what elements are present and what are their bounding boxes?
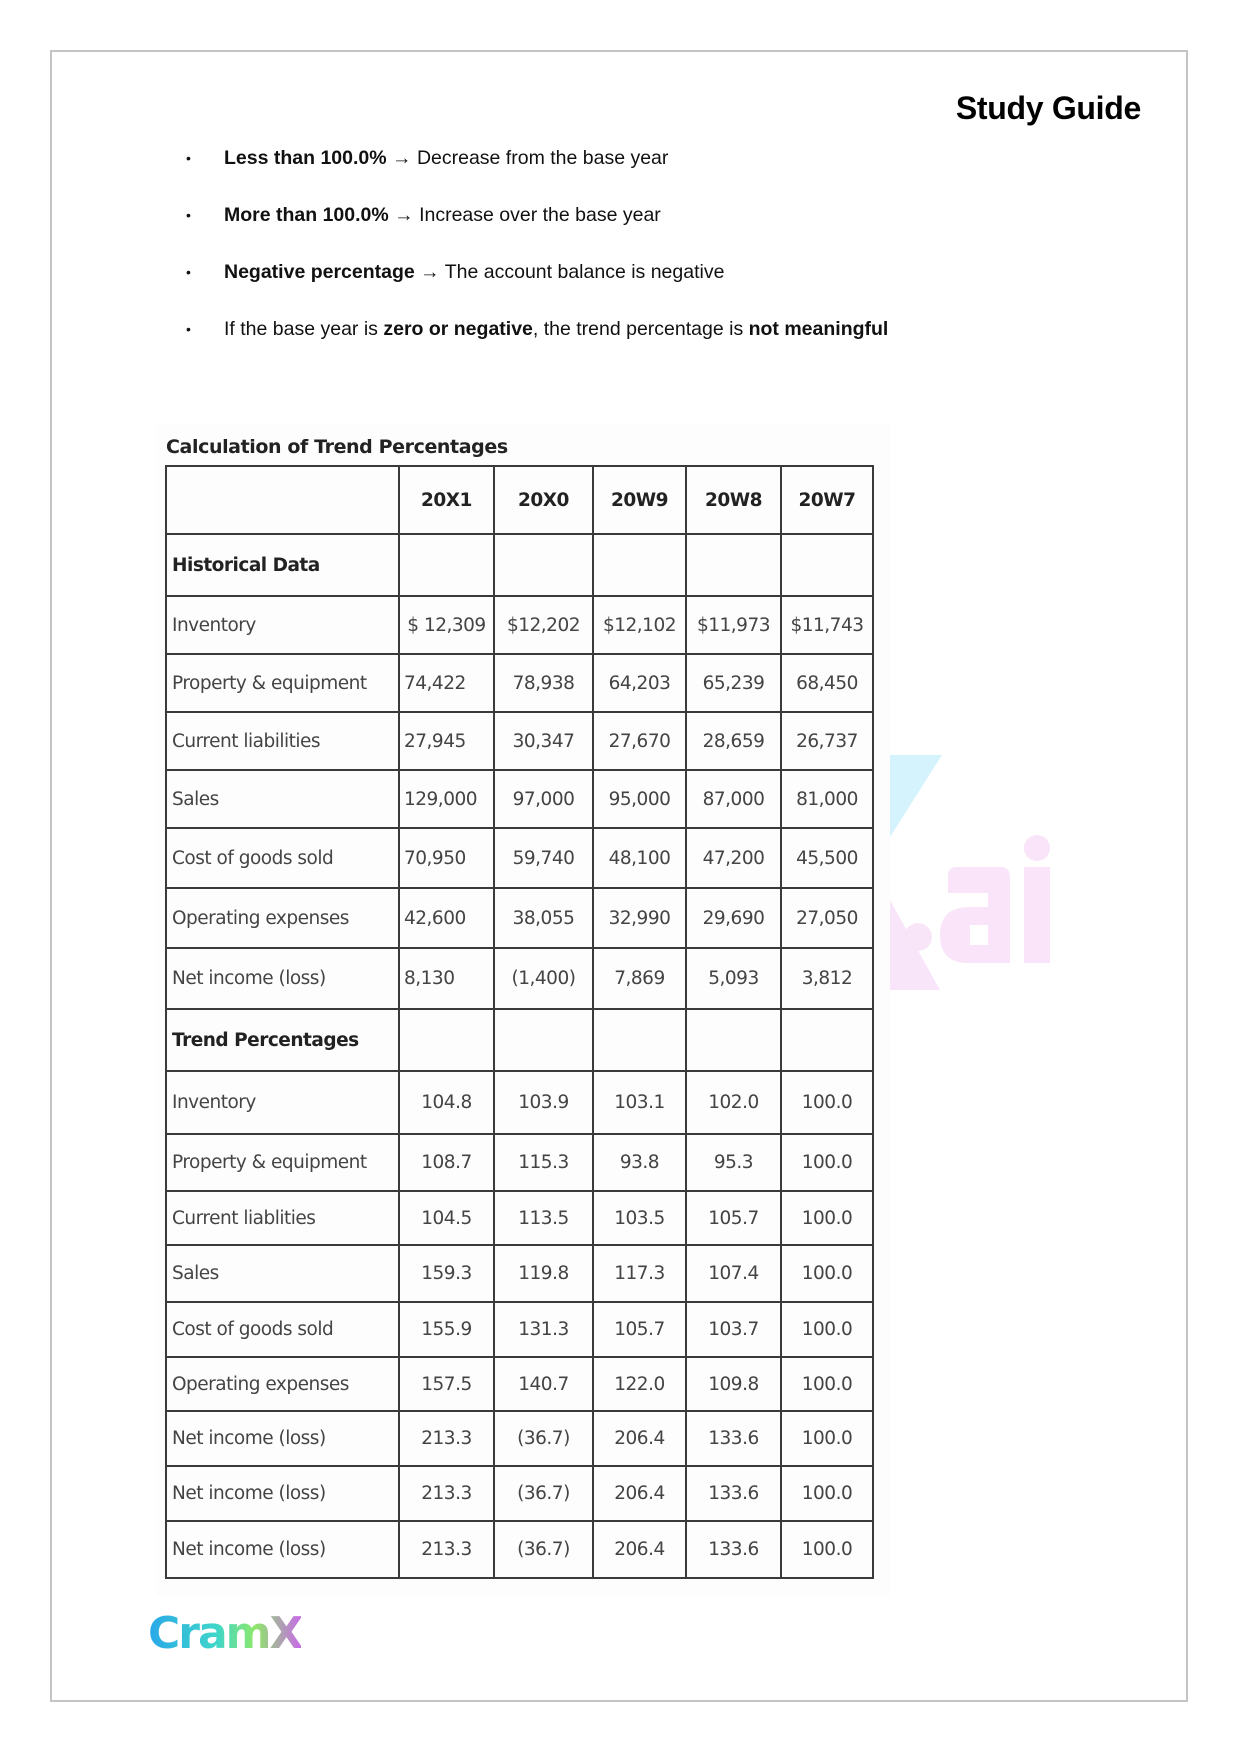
table-row bbox=[166, 1134, 873, 1191]
value-cell: (36.7) bbox=[494, 1466, 593, 1521]
bullet-icon: • bbox=[186, 207, 191, 223]
value-cell: 104.8 bbox=[399, 1071, 494, 1134]
row-label: Cost of goods sold bbox=[166, 828, 399, 888]
bullet-icon: • bbox=[186, 321, 191, 337]
bullet-text: If the base year is bbox=[224, 318, 384, 340]
value-cell: 113.5 bbox=[494, 1191, 593, 1245]
value-cell: 122.0 bbox=[593, 1357, 686, 1411]
value-cell: 28,659 bbox=[686, 712, 781, 770]
value-cell: $12,102 bbox=[593, 596, 686, 654]
bullet-item bbox=[186, 317, 888, 374]
bullet-item bbox=[186, 203, 888, 260]
column-header: 20X1 bbox=[399, 466, 494, 534]
table-row bbox=[166, 1411, 873, 1466]
row-label: Sales bbox=[166, 1245, 399, 1302]
row-label: Operating expenses bbox=[166, 1357, 399, 1411]
empty-cell bbox=[686, 534, 781, 596]
table-header-row bbox=[166, 466, 873, 534]
value-cell: 133.6 bbox=[686, 1411, 781, 1466]
value-cell: 100.0 bbox=[781, 1466, 873, 1521]
bullet-item bbox=[186, 260, 888, 317]
value-cell: 103.7 bbox=[686, 1302, 781, 1357]
value-cell: 103.1 bbox=[593, 1071, 686, 1134]
value-cell: (36.7) bbox=[494, 1411, 593, 1466]
value-cell: 104.5 bbox=[399, 1191, 494, 1245]
value-cell: 59,740 bbox=[494, 828, 593, 888]
row-label: Inventory bbox=[166, 1071, 399, 1134]
column-header: 20W8 bbox=[686, 466, 781, 534]
value-cell: 48,100 bbox=[593, 828, 686, 888]
empty-cell bbox=[399, 534, 494, 596]
value-cell: 100.0 bbox=[781, 1411, 873, 1466]
value-cell: 103.5 bbox=[593, 1191, 686, 1245]
value-cell: 64,203 bbox=[593, 654, 686, 712]
column-header: 20W9 bbox=[593, 466, 686, 534]
row-label: Net income (loss) bbox=[166, 1411, 399, 1466]
value-cell: 65,239 bbox=[686, 654, 781, 712]
cramx-logo: CramX bbox=[148, 1608, 302, 1659]
empty-cell bbox=[494, 534, 593, 596]
value-cell: 3,812 bbox=[781, 948, 873, 1009]
page-title: Study Guide bbox=[955, 90, 1141, 126]
value-cell: 68,450 bbox=[781, 654, 873, 712]
value-cell: $11,743 bbox=[781, 596, 873, 654]
value-cell: 105.7 bbox=[593, 1302, 686, 1357]
value-cell: 115.3 bbox=[494, 1134, 593, 1191]
bullet-icon: • bbox=[186, 264, 191, 280]
bullet-list bbox=[186, 146, 888, 374]
value-cell: 5,093 bbox=[686, 948, 781, 1009]
row-label: Net income (loss) bbox=[166, 1466, 399, 1521]
bullet-bold: More than 100.0% bbox=[224, 204, 389, 226]
table-row bbox=[166, 1302, 873, 1357]
value-cell: 95,000 bbox=[593, 770, 686, 828]
row-label: Property & equipment bbox=[166, 1134, 399, 1191]
value-cell: (1,400) bbox=[494, 948, 593, 1009]
column-header bbox=[166, 466, 399, 534]
value-cell: 97,000 bbox=[494, 770, 593, 828]
value-cell: 42,600 bbox=[399, 888, 494, 948]
value-cell: 206.4 bbox=[593, 1411, 686, 1466]
value-cell: 7,869 bbox=[593, 948, 686, 1009]
table-row bbox=[166, 654, 873, 712]
table-row bbox=[166, 770, 873, 828]
value-cell: 81,000 bbox=[781, 770, 873, 828]
row-label: Inventory bbox=[166, 596, 399, 654]
table-row bbox=[166, 948, 873, 1009]
arrow-icon: → bbox=[392, 147, 412, 169]
value-cell: 78,938 bbox=[494, 654, 593, 712]
value-cell: 30,347 bbox=[494, 712, 593, 770]
bullet-bold: zero or negative bbox=[383, 318, 533, 340]
bullet-item bbox=[186, 146, 888, 203]
value-cell: 38,055 bbox=[494, 888, 593, 948]
row-label: Sales bbox=[166, 770, 399, 828]
value-cell: 70,950 bbox=[399, 828, 494, 888]
arrow-icon: → bbox=[394, 204, 414, 226]
value-cell: 100.0 bbox=[781, 1191, 873, 1245]
table-title: Calculation of Trend Percentages bbox=[166, 436, 508, 458]
value-cell: 26,737 bbox=[781, 712, 873, 770]
column-header: 20X0 bbox=[494, 466, 593, 534]
table-row bbox=[166, 828, 873, 888]
row-label: Net income (loss) bbox=[166, 1521, 399, 1578]
table-row bbox=[166, 888, 873, 948]
empty-cell bbox=[781, 534, 873, 596]
value-cell: 133.6 bbox=[686, 1521, 781, 1578]
column-header: 20W7 bbox=[781, 466, 873, 534]
value-cell: 157.5 bbox=[399, 1357, 494, 1411]
value-cell: 27,670 bbox=[593, 712, 686, 770]
value-cell: 100.0 bbox=[781, 1134, 873, 1191]
section-heading-row bbox=[166, 1009, 873, 1071]
section-heading: Trend Percentages bbox=[166, 1009, 399, 1071]
value-cell: (36.7) bbox=[494, 1521, 593, 1578]
value-cell: 100.0 bbox=[781, 1521, 873, 1578]
value-cell: 155.9 bbox=[399, 1302, 494, 1357]
empty-cell bbox=[399, 1009, 494, 1071]
value-cell: 103.9 bbox=[494, 1071, 593, 1134]
empty-cell bbox=[686, 1009, 781, 1071]
value-cell: 140.7 bbox=[494, 1357, 593, 1411]
value-cell: $ 12,309 bbox=[399, 596, 494, 654]
value-cell: 133.6 bbox=[686, 1466, 781, 1521]
empty-cell bbox=[781, 1009, 873, 1071]
value-cell: 8,130 bbox=[399, 948, 494, 1009]
value-cell: 107.4 bbox=[686, 1245, 781, 1302]
row-label: Net income (loss) bbox=[166, 948, 399, 1009]
value-cell: 206.4 bbox=[593, 1466, 686, 1521]
section-heading-row bbox=[166, 534, 873, 596]
value-cell: 117.3 bbox=[593, 1245, 686, 1302]
trend-table bbox=[165, 465, 874, 1579]
row-label: Property & equipment bbox=[166, 654, 399, 712]
bullet-bold: Negative percentage bbox=[224, 261, 415, 283]
value-cell: 119.8 bbox=[494, 1245, 593, 1302]
bullet-text: The account balance is negative bbox=[444, 261, 725, 283]
value-cell: 105.7 bbox=[686, 1191, 781, 1245]
value-cell: 87,000 bbox=[686, 770, 781, 828]
table-row bbox=[166, 1191, 873, 1245]
bullet-bold: not meaningful bbox=[748, 318, 889, 340]
bullet-text: Increase over the base year bbox=[419, 204, 661, 226]
value-cell: 109.8 bbox=[686, 1357, 781, 1411]
value-cell: 129,000 bbox=[399, 770, 494, 828]
table-row bbox=[166, 1357, 873, 1411]
table-row bbox=[166, 712, 873, 770]
row-label: Operating expenses bbox=[166, 888, 399, 948]
value-cell: 29,690 bbox=[686, 888, 781, 948]
value-cell: 74,422 bbox=[399, 654, 494, 712]
value-cell: 159.3 bbox=[399, 1245, 494, 1302]
value-cell: 102.0 bbox=[686, 1071, 781, 1134]
section-heading: Historical Data bbox=[166, 534, 399, 596]
empty-cell bbox=[593, 534, 686, 596]
empty-cell bbox=[494, 1009, 593, 1071]
row-label: Current liabilities bbox=[166, 712, 399, 770]
value-cell: 213.3 bbox=[399, 1411, 494, 1466]
value-cell: 213.3 bbox=[399, 1521, 494, 1578]
arrow-icon: → bbox=[420, 261, 440, 283]
value-cell: 45,500 bbox=[781, 828, 873, 888]
value-cell: 93.8 bbox=[593, 1134, 686, 1191]
value-cell: 32,990 bbox=[593, 888, 686, 948]
row-label: Current liablities bbox=[166, 1191, 399, 1245]
value-cell: 100.0 bbox=[781, 1071, 873, 1134]
value-cell: 108.7 bbox=[399, 1134, 494, 1191]
bullet-bold: Less than 100.0% bbox=[224, 147, 387, 169]
bullet-icon: • bbox=[186, 150, 191, 166]
value-cell: 100.0 bbox=[781, 1245, 873, 1302]
value-cell: 27,945 bbox=[399, 712, 494, 770]
value-cell: 95.3 bbox=[686, 1134, 781, 1191]
table-row bbox=[166, 596, 873, 654]
value-cell: $11,973 bbox=[686, 596, 781, 654]
bullet-text: Decrease from the base year bbox=[416, 147, 669, 169]
value-cell: 47,200 bbox=[686, 828, 781, 888]
value-cell: $12,202 bbox=[494, 596, 593, 654]
value-cell: 100.0 bbox=[781, 1357, 873, 1411]
table-row bbox=[166, 1071, 873, 1134]
row-label: Cost of goods sold bbox=[166, 1302, 399, 1357]
value-cell: 100.0 bbox=[781, 1302, 873, 1357]
table-row bbox=[166, 1245, 873, 1302]
table-row bbox=[166, 1466, 873, 1521]
bullet-text: , the trend percentage is bbox=[532, 318, 749, 340]
value-cell: 206.4 bbox=[593, 1521, 686, 1578]
value-cell: 27,050 bbox=[781, 888, 873, 948]
value-cell: 131.3 bbox=[494, 1302, 593, 1357]
table-row bbox=[166, 1521, 873, 1578]
value-cell: 213.3 bbox=[399, 1466, 494, 1521]
empty-cell bbox=[593, 1009, 686, 1071]
